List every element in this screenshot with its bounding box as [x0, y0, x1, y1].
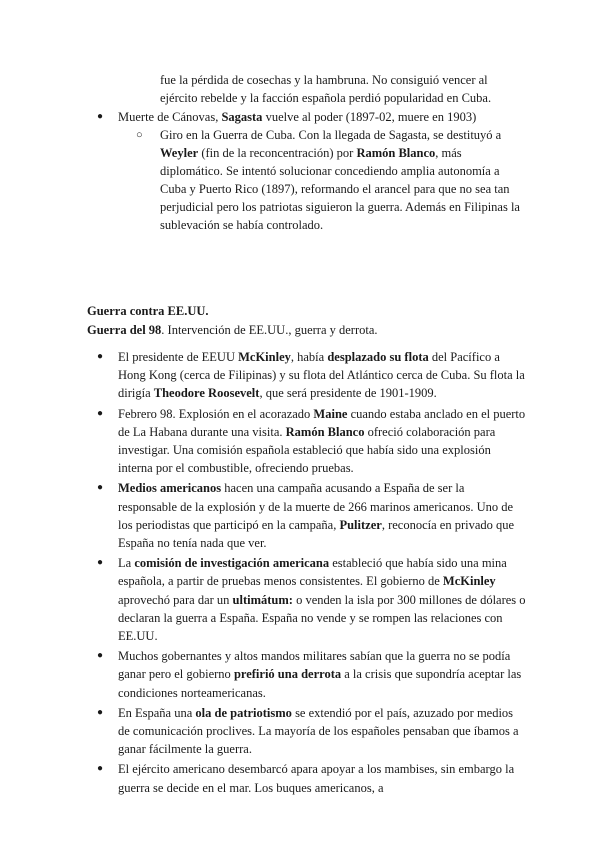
top-bullet-list [97, 108, 526, 234]
bullet-icon: ● [97, 111, 104, 122]
section-subtitle: Guerra del 98. Intervención de EE.UU., guerra y derrota. [87, 323, 378, 337]
bullet-icon: ● [97, 482, 104, 494]
bullet-icon: ● [97, 351, 104, 362]
bullet-icon: ● [97, 557, 104, 569]
hollow-bullet-icon: ○ [136, 129, 143, 141]
list-item: ● El ejército americano desembarcó apara apoyar a los mambises, sin embargo la guerra se decide en el mar. Los buques americanos, a [97, 762, 515, 795]
continuation-text: fue la pérdida de cosechas y la hambruna. No consiguió vencer al ejército rebelde y la facción española perdió popularidad en Cuba. [160, 73, 492, 105]
bullet-icon: ● [97, 650, 104, 662]
list-item: ● En España una ola de patriotismo se extendió por el país, azuzado por medios de comunicación proclives. La mayoría de los españoles pensaban que íbamos a ganar fácilmente la guerra. [97, 705, 519, 757]
bullet-icon: ● [97, 706, 104, 718]
list-item: ● Muerte de Cánovas, Sagasta vuelve al poder (1897-02, muere en 1903) ○ Giro en la Guerra de Cuba. Con la llegada de Sagasta, se destituyó a Weyler (fin de la reconcentración) por Ramón Blanco, más diplomático. Se intentó solucionar concediendo amplia autonomía a Cuba y Puerto Rico (1897), reformando el arancel para que no sea tan perjudicial pero los patriotas siguieron la guerra. Además en Filipinas la sublevación se había controlado. [118, 108, 526, 234]
list-item: ● Medios americanos hacen una campaña acusando a España de ser la responsable de la explosión y de la muerte de 266 marinos americanos. Uno de los periodistas que participó en la campaña, Pulitzer, reconocía en privado que España no tenía nada que ver. [97, 481, 515, 551]
main-bullet-list [97, 348, 526, 799]
section-title: Guerra contra EE.UU. [87, 304, 209, 318]
list-item: ● El presidente de EEUU McKinley, había desplazado su flota del Pacífico a Hong Kong (cerca de Filipinas) y su flota del Atlántico cerca de Cuba. Su flota la dirigía Theodore Roosevelt, que será presidente de 1901-1909. [97, 350, 525, 401]
bullet-icon: ● [97, 763, 104, 775]
bullet-icon: ● [97, 407, 104, 419]
list-item: ● La comisión de investigación americana estableció que había sido una mina española, a partir de pruebas menos consistentes. El gobierno de McKinley aprovechó para dar un ultimátum: o venden la isla por 300 millones de dólares o declaran la guerra a España. España no vende y se rompen las relaciones con EE.UU. [97, 556, 526, 644]
section-heading [87, 302, 527, 340]
sub-bullet-list [136, 126, 526, 234]
list-item: ● Muchos gobernantes y altos mandos militares sabían que la guerra no se podía ganar pero el gobierno prefirió una derrota a la crisis que supondría aceptar las condiciones norteamericanas. [97, 649, 522, 700]
list-item: ● Febrero 98. Explosión en el acorazado Maine cuando estaba anclado en el puerto de La Habana durante una visita. Ramón Blanco ofreció colaboración para investigar. Una comisión española estableció que había sido una explosión interna por el combustible, ofreciendo pruebas. [97, 406, 526, 476]
sub-list-item: ○ Giro en la Guerra de Cuba. Con la llegada de Sagasta, se destituyó a Weyler (fin de la reconcentración) por Ramón Blanco, más diplomático. Se intentó solucionar concediendo amplia autonomía a Cuba y Puerto Rico (1897), reformando el arancel para que no sea tan perjudicial pero los patriotas siguieron la guerra. Además en Filipinas la sublevación se había controlado. [136, 128, 520, 232]
